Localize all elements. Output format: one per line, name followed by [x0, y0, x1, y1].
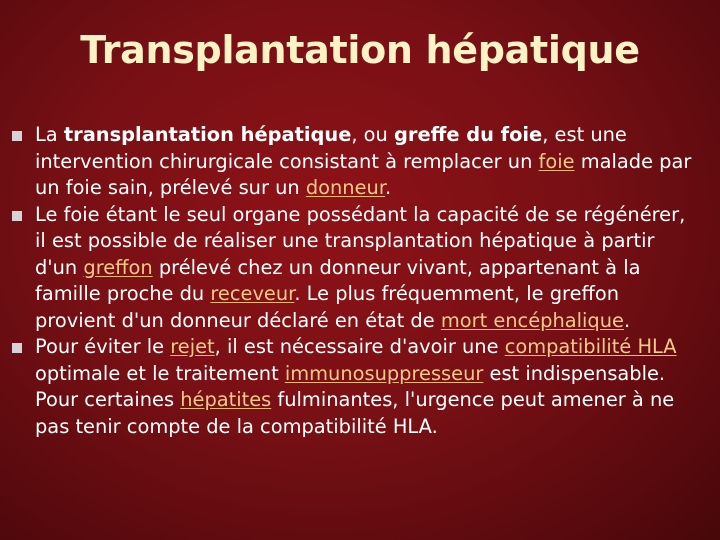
text-run: . — [385, 176, 392, 199]
link-mort-encephalique[interactable]: mort encéphalique — [440, 308, 624, 332]
bold-term: greffe du foie — [394, 123, 543, 146]
link-hepatites[interactable]: hépatites — [180, 388, 272, 411]
text-run: . — [623, 308, 631, 332]
text-run: optimale et le traitement — [35, 361, 285, 385]
bold-term: transplantation hépatique — [63, 123, 352, 146]
link-greffon[interactable]: greffon — [83, 255, 153, 279]
bullet-item — [12, 334, 702, 440]
text-run: Le foie étant le seul organe possédant la capacité de se régénérer, il est possible de réaliser une transplantation hépatique à partir d'un — [35, 202, 686, 279]
bullet-item — [12, 122, 702, 202]
link-donneur[interactable]: donneur — [305, 176, 386, 199]
link-rejet[interactable]: rejet — [170, 335, 215, 358]
link-immunosuppresseur[interactable]: immunosuppresseur — [284, 361, 484, 385]
text-run: , il est nécessaire d'avoir une — [214, 335, 505, 358]
text-run: . Le plus fréquemment, le greffon provient d'un donneur déclaré en état de — [35, 282, 620, 332]
text-run: malade par un foie sain, prélevé sur un — [35, 149, 692, 199]
link-receveur[interactable]: receveur — [210, 282, 295, 305]
bullet-item — [12, 202, 702, 335]
link-foie[interactable]: foie — [538, 149, 575, 173]
link-compatibilite-hla[interactable]: compatibilité HLA — [504, 335, 677, 358]
square-bullet-icon — [12, 211, 22, 221]
text-run: La — [35, 123, 64, 146]
bullet-list — [12, 122, 702, 440]
slide-title: Transplantation hépatique — [80, 28, 640, 72]
text-run: fulminantes, l'urgence peut amener à ne pas tenir compte de la compatibilité HLA. — [35, 388, 675, 438]
text-run: Pour éviter le — [35, 335, 171, 358]
text-run: , est une intervention chirurgicale consistant à remplacer un — [35, 123, 627, 173]
text-run: , ou — [351, 123, 395, 146]
text-run: prélevé chez un donneur vivant, appartenant à la famille proche du — [35, 255, 641, 305]
text-run: est indispensable. Pour certaines — [35, 361, 666, 411]
square-bullet-icon — [12, 343, 22, 353]
square-bullet-icon — [12, 131, 22, 141]
